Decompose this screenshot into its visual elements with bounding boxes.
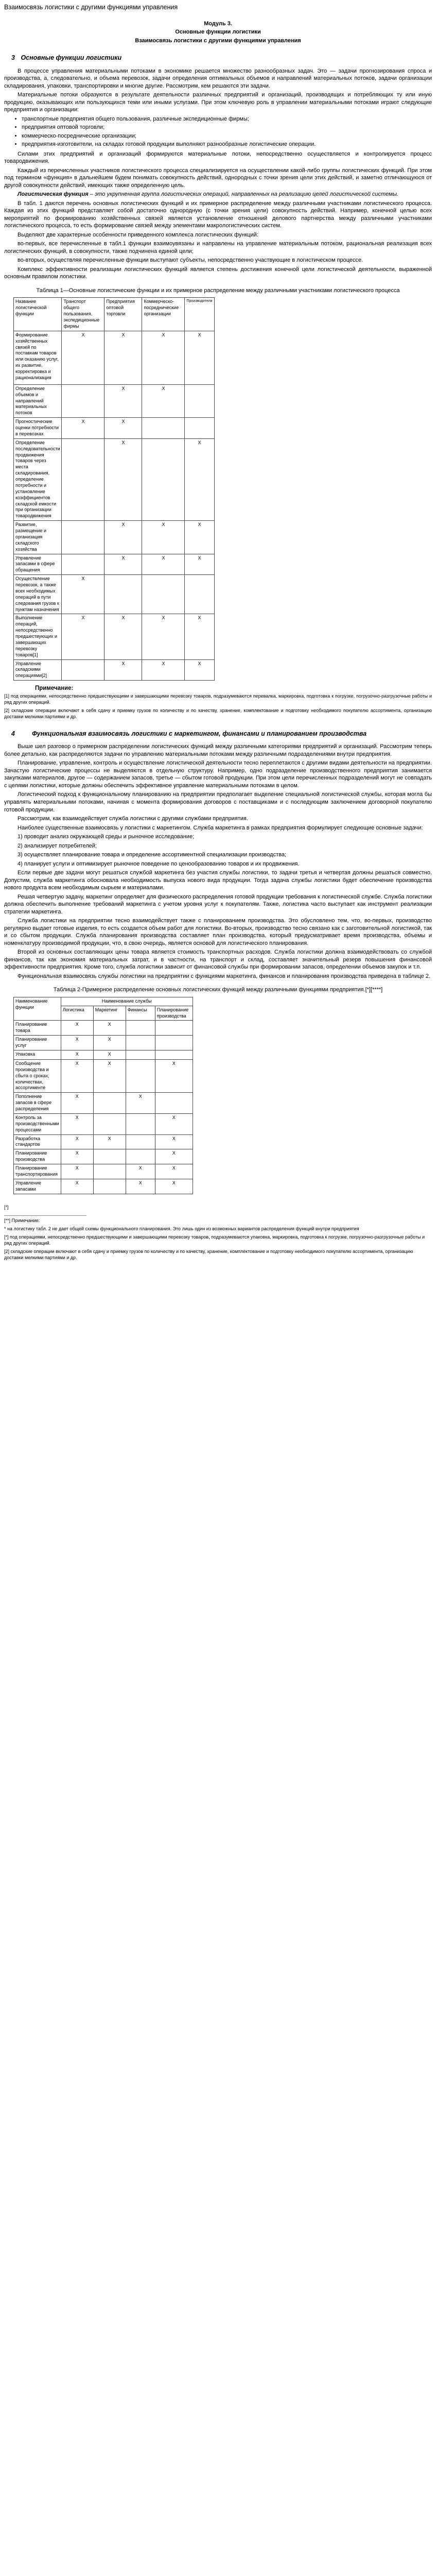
table-cell-mark: X xyxy=(142,554,185,575)
paragraph: во-первых, все перечисленные в табл.1 функции взаимоувязаны и направлены на управление материальным потоком, рациональная реализация всех логистических функций, в совокупности, также подчинена единой цели; xyxy=(4,241,432,255)
table-cell-mark xyxy=(62,521,104,554)
endnote: [**] Примечание: xyxy=(4,1218,40,1224)
table-cell-mark: X xyxy=(93,1021,126,1036)
table-cell-mark: X xyxy=(104,614,142,659)
table-cell-mark: X xyxy=(155,1149,193,1164)
document-title: Взаимосвязь логистики с другими функциями управления xyxy=(4,4,178,11)
table-cell-mark: X xyxy=(104,521,142,554)
table-header-cell: Коммерческо-посреднические организации xyxy=(142,298,185,331)
module-subtitle: Основные функции логистики xyxy=(175,29,261,36)
note-heading: Примечание: xyxy=(35,685,74,692)
table-cell-mark: X xyxy=(61,1179,93,1194)
table-cell-mark: X xyxy=(142,521,185,554)
table-cell-mark xyxy=(185,575,214,614)
table-cell-mark: X xyxy=(142,384,185,417)
table-header-cell: Наименование функции xyxy=(14,997,61,1021)
list-item: • транспортные предприятия общего пользования, различные экспедиционные фирмы; xyxy=(22,115,432,123)
table-header-row xyxy=(14,298,215,331)
table-cell-mark: X xyxy=(62,418,104,439)
table-cell-mark xyxy=(185,418,214,439)
table-2 xyxy=(13,997,193,1194)
table-cell-mark: X xyxy=(185,614,214,659)
table-cell-mark xyxy=(104,575,142,614)
table-cell-function: Сообщение производства и сбыта о сроках, количествах, ассортименте xyxy=(14,1059,61,1092)
table-2-caption: Таблица 2-Примерное распределение основных логистических функций между различными функциями предприятия.[*][****] xyxy=(53,987,383,993)
table-header-row xyxy=(14,997,193,1006)
table-cell-mark xyxy=(155,1050,193,1059)
section-3-title: Основные функции логистики xyxy=(21,54,122,62)
document-page xyxy=(0,0,436,1261)
table-cell-mark: X xyxy=(142,659,185,681)
table-cell-mark xyxy=(93,1164,126,1179)
table-row xyxy=(14,1050,193,1059)
table-row xyxy=(14,554,215,575)
table-cell-mark: X xyxy=(62,614,104,659)
table-header-cell: Предприятия оптовой торговли xyxy=(104,298,142,331)
paragraph: В процессе управления материальными потоками в экономике решается множество разнообразных задач. Это — задачи прогнозирования спроса и производства, а, следовательно, и объема перевозок, задачи определения оптимальных объемов и направлений материальных потоков, задачи организации складирования, упаковки, транспортировки и многие другие. Рассмотрим, кем решаются эти задачи. xyxy=(4,67,432,89)
table-row xyxy=(14,1149,193,1164)
paragraph: Материальные потоки образуются в результате деятельности различных предприятий и организаций, производящих и потребляющих ту или иную продукцию, оказывающих или пользующихся теми или иными услугами. При этом ключевую роль в управлении материальными потоками играют следующие предприятия и организации: xyxy=(4,92,432,113)
paragraph: Логистический подход к функциональному планированию на предприятии предполагает выделение специальной логистической службы, которая могла бы управлять материальными потоками, начиная с момента формирования договоров с поставщиками и с последующим заключением договорной покупателю готовой продукции. xyxy=(4,791,432,813)
paragraph: Второй из основных составляющих цены товара является стоимость транспортных расходов. Служба логистики должна взаимодействовать со службой финансов, так как экономия материальных затрат, и в частности, на транспорт и склад, составляет значительный резерв повышения финансовой эффективности предприятия. Кроме того, служба логистики зависит от финансовой службы при формировании запасов, определении объемов закупок и т.п. xyxy=(4,949,432,971)
table-cell-mark: X xyxy=(185,554,214,575)
table-cell-mark xyxy=(155,1036,193,1050)
section-4-heading xyxy=(11,730,432,738)
table-cell-mark xyxy=(126,1021,155,1036)
table-cell-mark xyxy=(142,575,185,614)
table-cell-mark: X xyxy=(126,1164,155,1179)
table-cell-mark: X xyxy=(61,1093,93,1114)
paragraph: Рассмотрим, как взаимодействует служба логистики с другими службами предприятия. xyxy=(18,816,248,822)
table-cell-mark xyxy=(93,1149,126,1164)
table-cell-mark xyxy=(155,1093,193,1114)
table-cell-function: Управление складскими операциями[2] xyxy=(14,659,62,681)
table-1 xyxy=(13,297,215,681)
table-cell-mark: X xyxy=(62,331,104,384)
table-cell-mark: X xyxy=(104,331,142,384)
paragraph: Решая четвертую задачу, маркетинг определяет для физического распределения готовой продукции требования к логистической службе. Служба логистики должна обеспечить выполнение требований маркетинга с учетом уровня услуг к покупателям. Также, логистика часто выступает как инструмент реализации стратегии маркетинга. xyxy=(4,893,432,915)
table-cell-mark: X xyxy=(93,1036,126,1050)
table-cell-mark: X xyxy=(104,659,142,681)
table-cell-mark xyxy=(126,1134,155,1149)
table-cell-mark xyxy=(93,1113,126,1134)
table-cell-mark: X xyxy=(104,418,142,439)
table-row xyxy=(14,1164,193,1179)
table-cell-mark: X xyxy=(61,1149,93,1164)
table-cell-mark: X xyxy=(61,1059,93,1092)
table-row xyxy=(14,1021,193,1036)
table-cell-mark xyxy=(142,418,185,439)
table-2-body xyxy=(14,1021,193,1194)
table-cell-function: Формирование хозяйственных связей по поставкам товаров или оказанию услуг, их развитие, корректировка и рационализация xyxy=(14,331,62,384)
table-cell-mark: X xyxy=(104,438,142,520)
footnote-separator xyxy=(4,1215,86,1216)
table-row xyxy=(14,331,215,384)
list-item: • предприятия оптовой торговли; xyxy=(22,124,432,131)
paragraph: во-вторых, осуществляя перечисленные функции выступают субъекты, непосредственно участвующие в логистическом процессе. xyxy=(18,257,363,264)
table-cell-mark: X xyxy=(61,1113,93,1134)
table-header-cell: Финансы xyxy=(126,1006,155,1021)
paragraph: Выше шел разговор о примерном распределении логистических функций между различными категориями предприятий и организаций. Рассмотрим теперь более детально, как распределяются задачи по управлению материальными потоками между различными подразделениями внутри предприятия. xyxy=(4,743,432,757)
table-cell-mark xyxy=(62,438,104,520)
table-cell-mark: X xyxy=(61,1164,93,1179)
table-row xyxy=(14,384,215,417)
table-cell-mark: X xyxy=(185,438,214,520)
table-row xyxy=(14,659,215,681)
table-cell-function: Осуществление перевозок, а также всех необходимых операций в пути следования грузов к пунктам назначения xyxy=(14,575,62,614)
table-cell-mark xyxy=(185,384,214,417)
list-item: • коммерческо-посреднические организации; xyxy=(22,132,432,140)
participants-list xyxy=(4,115,432,148)
table-cell-mark xyxy=(155,1021,193,1036)
table-cell-function: Развитие, размещение и организация складского хозяйства xyxy=(14,521,62,554)
table-cell-function: Прогностические оценки потребности в перевозках xyxy=(14,418,62,439)
paragraph: Выделяют две характерные особенности приведенного комплекса логистических функций: xyxy=(18,231,258,238)
table-cell-mark: X xyxy=(155,1113,193,1134)
table-cell-mark: X xyxy=(155,1179,193,1194)
table-cell-mark: X xyxy=(155,1059,193,1092)
table-cell-function: Управление запасами в сфере обращения xyxy=(14,554,62,575)
numbered-item: 2) анализирует потребителей; xyxy=(18,842,97,849)
table-cell-mark: X xyxy=(61,1036,93,1050)
table-header-cell: Транспорт общего пользования, экспедиционные фирмы xyxy=(62,298,104,331)
table-row xyxy=(14,614,215,659)
table-1-body xyxy=(14,331,215,680)
table-cell-function: Планирование производства xyxy=(14,1149,61,1164)
table-cell-function: Определение последовательности продвижения товаров через места складирования, определение потребности и установление коэффициентов складской емкости при организации товародвижения xyxy=(14,438,62,520)
table-cell-function: Планирование услуг xyxy=(14,1036,61,1050)
table-row xyxy=(14,521,215,554)
table-cell-mark xyxy=(62,384,104,417)
table-cell-mark: X xyxy=(93,1134,126,1149)
numbered-item: 1) проводит анализ окружающей среды и рыночное исследование; xyxy=(18,834,195,840)
numbered-item: 3) осуществляет планирование товара и определение ассортиментной специализации производства; xyxy=(18,852,286,858)
paragraph: Наиболее существенные взаимосвязь у логистики с маркетингом. Служба маркетинга в рамках предприятия формулирует следующие основные задачи: xyxy=(18,824,423,831)
module-subtitle-2: Взаимосвязь логистики с другими функциями управления xyxy=(135,37,301,44)
table-cell-mark: X xyxy=(126,1179,155,1194)
table-row xyxy=(14,1179,193,1194)
table-cell-mark xyxy=(93,1179,126,1194)
table-cell-mark: X xyxy=(61,1134,93,1149)
table-cell-mark xyxy=(126,1113,155,1134)
table-cell-function: Управление запасами xyxy=(14,1179,61,1194)
definition-term: Логистическая функция xyxy=(18,191,89,198)
table-cell-mark xyxy=(126,1059,155,1092)
table-cell-mark: X xyxy=(155,1134,193,1149)
table-cell-mark xyxy=(126,1050,155,1059)
table-header-cell: Планирование производства xyxy=(155,1006,193,1021)
table-cell-mark: X xyxy=(155,1164,193,1179)
endnote: [2] складские операции включают в себя сдачу и приемку грузов по количеству и по качеству, хранение, комплектование и подготовку необходимого покупателю ассортимента, организацию доставки мелкими партиями и др. xyxy=(4,1248,413,1260)
table-header-group: Наименование службы xyxy=(61,997,193,1006)
table-row xyxy=(14,1134,193,1149)
paragraph: Комплекс эффективности реализации логистических функций является степень достижения конечной цели логистической деятельности, выраженной основным правилом логистики. xyxy=(4,266,432,280)
table-cell-mark: X xyxy=(61,1021,93,1036)
table-row xyxy=(14,1059,193,1092)
table-cell-mark: X xyxy=(142,331,185,384)
table-cell-mark: X xyxy=(185,331,214,384)
table-header-cell: Маркетинг xyxy=(93,1006,126,1021)
module-heading: Модуль 3. xyxy=(204,20,232,27)
footnote: [1] под операциями, непосредственно предшествующими и завершающими перевозку товаров, подразумеваются перевалка, маркировка, подготовка к погрузке, погрузочно-разгрузочные работы и ряд других операций. xyxy=(4,693,432,705)
endnote: [*] под операциями, непосредственно предшествующими и завершающими перевозку товаров, подразумеваются упаковка, маркировка, подготовка к погрузке, погрузочно-разгрузочные работы и ряд других операций. xyxy=(4,1234,425,1246)
table-cell-function: Разработка стандартов xyxy=(14,1134,61,1149)
table-row xyxy=(14,438,215,520)
table-1-caption: Таблица 1—Основные логистические функции и их примерное распределение между различными участниками логистического процесса xyxy=(36,287,400,294)
table-cell-function: Упаковка xyxy=(14,1050,61,1059)
section-4-number: 4 xyxy=(11,730,15,737)
paragraph: Каждый из перечисленных участников логистического процесса специализируется на осуществлении какой-либо группы логистических функций. При этом под термином «функция» в дальнейшем будем понимать совокупность действий, однородных с точки зрения цели этих действий, и заметно отличающуюся от другой совокупности действий, имеющих также определенную цель. xyxy=(4,167,432,189)
paragraph: Планирование, управление, контроль и осуществление логистической деятельности тесно переплетаются с другими видами деятельности на предприятии. Зачастую логистические процессы не выделяются в отдельную структуру. Например, одно подразделение производственного предприятия занимается закупками материалов, другое — содержанием запасов, третье — сбытом готовой продукции. При этом цели перечисленных подразделений могут не совпадать с целями логистики, которые должны обеспечить эффективное управление материальными потоками в целом. xyxy=(4,760,432,789)
table-cell-mark xyxy=(142,438,185,520)
table-cell-function: Определение объемов и направлений материальных потоков xyxy=(14,384,62,417)
table-cell-function: Выполнение операций, непосредственно предшествующих и завершающих перевозку товаров[1] xyxy=(14,614,62,659)
table-cell-function: Контроль за производственными процессами xyxy=(14,1113,61,1134)
section-4-title: Функциональная взаимосвязь логистики с маркетингом, финансами и планированием производства xyxy=(32,730,367,737)
table-cell-mark xyxy=(62,554,104,575)
table-cell-mark: X xyxy=(185,521,214,554)
endnote: * на логистику табл. 2 не дает общей схемы функционального планирования. Это лишь один из возможных вариантов распределения функций внутри предприятия xyxy=(4,1226,359,1232)
table-cell-mark: X xyxy=(185,659,214,681)
paragraph: Служба логистики на предприятии тесно взаимодействует также с планированием производства. Это обусловлено тем, что, во-первых, производство регулярно выдает готовые изделия, то есть создается объем работ для логистики. Во-вторых, производство тесно связано как с заготовительной логистикой, так и со сбытом продукции. Служба планирования производства составляет план производства, который предусматривает время производства, объемы и номенклатуру производимой продукции, что, в свою очередь, является основой для логистического планирования. xyxy=(4,918,432,946)
table-row xyxy=(14,1113,193,1134)
definition-text: – это укрупненная группа логистических операций, направленных на реализацию целей логистической системы. xyxy=(88,191,398,198)
table-cell-mark: X xyxy=(93,1059,126,1092)
footnote: [2] складские операции включают в себя сдачу и приемку грузов по количеству и по качеству, хранение, комплектование и подготовку необходимого покупателю ассортимента, организацию доставки мелкими партиями и др. xyxy=(4,708,432,720)
table-cell-function: Пополнение запасов в сфере распределения xyxy=(14,1093,61,1114)
paragraph: Если первые две задачи могут решаться службой маркетинга без участия службы логистики, то задачи третья и четвертая должны решаться совместно. Допустим, служба маркетинга обосновала необходимость выпуска нового вида продукции. Тогда задача службы логистики будет обеспечение производства нового продукта всем необходимым сырьем и материалами. xyxy=(4,870,432,891)
table-cell-function: Планирование товара xyxy=(14,1021,61,1036)
table-cell-mark: X xyxy=(62,575,104,614)
table-cell-mark xyxy=(93,1093,126,1114)
table-row xyxy=(14,418,215,439)
table-cell-mark xyxy=(62,659,104,681)
paragraph: В табл. 1 даются перечень основных логистических функций и их примерное распределение между различными участниками логистического процесса. Каждая из этих функций представляет собой достаточно однородную (с точки зрения цели) совокупность действий. Например, конечной целью всех мероприятий по формированию хозяйственных связей является установление отношений делового партнерства между различными участниками логистического процесса, то есть формирование связей между элементами макрологистических систем. xyxy=(4,200,432,229)
table-row xyxy=(14,1093,193,1114)
table-header-cell: Название логистической функции xyxy=(14,298,62,331)
table-cell-mark: X xyxy=(104,384,142,417)
table-cell-mark: X xyxy=(61,1050,93,1059)
table-cell-mark xyxy=(126,1149,155,1164)
paragraph-definition xyxy=(4,191,432,198)
table-row xyxy=(14,1036,193,1050)
table-cell-mark: X xyxy=(126,1093,155,1114)
table-header-cell: Производители xyxy=(185,298,214,331)
table-cell-mark: X xyxy=(93,1050,126,1059)
table-row xyxy=(14,575,215,614)
section-3-number: 3 xyxy=(11,54,15,62)
list-item: • предприятия-изготовители, на складах готовой продукции выполняют разнообразные логистические операции. xyxy=(22,141,432,148)
table-cell-function: Планирование транспортирования xyxy=(14,1164,61,1179)
paragraph: Силами этих предприятий и организаций формируются материальные потоки, непосредственно осуществляется и контролируется процесс товародвижения. xyxy=(4,150,432,165)
paragraph: Функциональная взаимосвязь службы логистики на предприятии с функциями маркетинга, финансов и планирования производства приведена в таблице 2. xyxy=(18,973,430,979)
endnote: [*] xyxy=(4,1204,9,1210)
table-cell-mark xyxy=(126,1036,155,1050)
table-header-cell: Логистика xyxy=(61,1006,93,1021)
table-cell-mark: X xyxy=(104,554,142,575)
section-3-heading xyxy=(11,54,432,62)
numbered-item: 4) планирует услуги и оптимизирует рыночное поведение по ценообразованию товаров и их продвижения. xyxy=(18,860,300,867)
table-cell-mark: X xyxy=(142,614,185,659)
